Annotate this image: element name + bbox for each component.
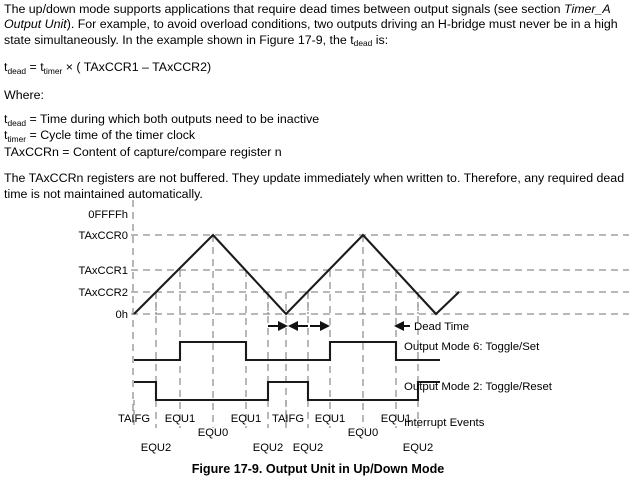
output-mode-6-waveform (134, 342, 440, 360)
intro-sub-dead: dead (353, 38, 373, 49)
def1-sub: timer (7, 134, 27, 145)
event-label-taifg-2: TAIFG (271, 413, 305, 425)
def1-run-2: = Cycle time of the timer clock (26, 128, 196, 143)
dead-time-marker-3 (310, 321, 330, 331)
event-label-equ0-2: EQU0 (347, 427, 379, 439)
event-label-equ2-1: EQU2 (140, 442, 172, 454)
def2-run-0: TAxCCRn = Content of capture/compare register n (4, 144, 282, 159)
figure-caption: Figure 17-9. Output Unit in Up/Down Mode (191, 462, 445, 476)
spacer-3 (4, 103, 632, 112)
spacer-1 (4, 49, 632, 60)
dead-time-marker-2 (288, 321, 308, 331)
intro-run-0: The up/down mode supports applications that require dead times between output signals (see section (4, 2, 564, 16)
intro-run-4: is: (372, 32, 389, 47)
spacer-4 (4, 160, 632, 171)
where-label: Where: (4, 87, 44, 102)
output-mode-2-label: Output Mode 2: Toggle/Reset (404, 381, 552, 393)
interrupt-events-label: Interrupt Events (404, 417, 485, 429)
event-label-equ0-1: EQU0 (197, 427, 229, 439)
definition-t-dead (4, 112, 632, 128)
event-label-equ1-1: EQU1 (164, 413, 196, 425)
eq-run-0: t (4, 60, 8, 75)
event-label-equ1-2: EQU1 (230, 413, 262, 425)
paragraph-intro (4, 2, 632, 49)
event-label-taifg-1: TAIFG (117, 413, 151, 425)
figure-timing-diagram (0, 196, 636, 488)
def0-sub: dead (7, 117, 27, 128)
def0-run-0: t (4, 112, 8, 127)
counter-triangle-waveform (134, 235, 459, 314)
intro-run-italic: Timer_A Output Unit (4, 2, 611, 32)
event-label-equ1-3: EQU1 (314, 413, 346, 425)
closing-run-0: The TAxCCRn registers are not buffered. They update immediately when written to. Therefore, any required dead time is not maintained automatically. (4, 171, 625, 201)
dead-time-label: Dead Time (414, 321, 470, 333)
spacer-2 (4, 77, 632, 88)
definition-taxccrn (4, 145, 632, 160)
y-label-taxccr0: TAxCCR0 (78, 230, 128, 242)
y-label-0h: 0h (115, 309, 128, 321)
event-label-equ2-2: EQU2 (252, 442, 284, 454)
event-label-equ2-3: EQU2 (292, 442, 324, 454)
dead-time-marker-1 (268, 321, 288, 331)
definition-t-timer (4, 128, 632, 144)
event-label-equ1-4: EQU1 (380, 413, 412, 425)
intro-run-2: ). For example, to avoid overload conditions, two outputs driving an H-bridge must never be in a high state simultaneously. In the example shown in Figure 17-9, the t (4, 17, 618, 47)
timing-diagram-svg (0, 196, 636, 462)
def1-run-0: t (4, 128, 8, 143)
eq-run-4: × ( TAxCCR1 – TAxCCR2) (62, 60, 212, 75)
eq-run-2: = t (26, 60, 44, 75)
eq-sub-dead: dead (7, 65, 27, 76)
y-label-taxccr2: TAxCCR2 (78, 287, 128, 299)
equation-dead-time (4, 60, 632, 76)
y-label-0ffffh: 0FFFFh (88, 209, 128, 221)
def0-run-2: = Time during which both outputs need to be inactive (26, 112, 320, 127)
y-label-taxccr1: TAxCCR1 (78, 265, 128, 277)
output-mode-6-label: Output Mode 6: Toggle/Set (404, 341, 540, 353)
event-label-equ2-4: EQU2 (402, 442, 434, 454)
eq-sub-timer: timer (43, 65, 63, 76)
body-text (4, 2, 632, 202)
